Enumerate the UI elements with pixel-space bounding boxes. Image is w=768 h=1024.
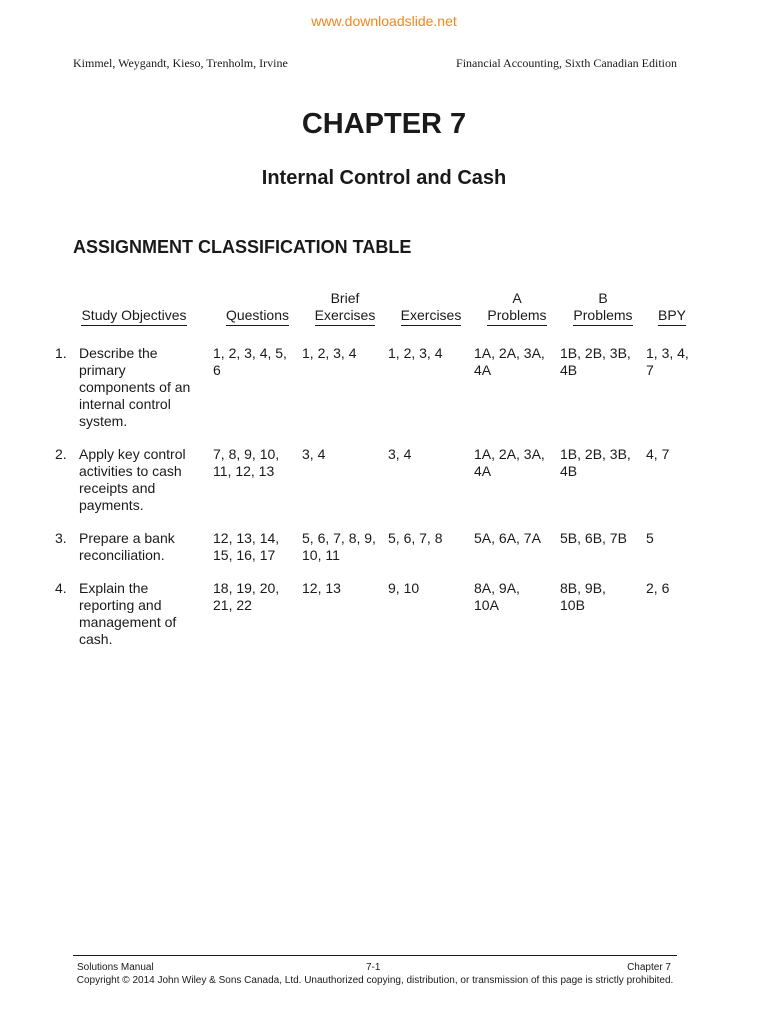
cell-a-problems: 5A, 6A, 7A [474,530,541,546]
cell-questions: 18, 19, 20, 21, 22 [213,580,280,613]
footer-copyright: Copyright © 2014 John Wiley & Sons Canada, Ltd. Unauthorized copying, distribution, or transmission of this page is strictly prohibited. [76,975,674,986]
column-header-line1 [646,290,698,307]
cell-exercises: 1, 2, 3, 4 [388,345,443,361]
cell-bpy: 2, 6 [646,580,670,596]
cell-exercises: 3, 4 [388,446,412,462]
cell-b-problems: 8B, 9B, 10B [560,580,606,613]
column-header-study-objectives [55,290,213,327]
objective-text: Describe the primary components of an internal control system. [79,345,191,429]
cell-brief-exercises: 1, 2, 3, 4 [302,345,357,361]
column-header-line1: A [512,290,522,306]
column-header-exercises [388,290,474,327]
objective-number: 4. [55,580,67,596]
objective-text: Explain the reporting and management of cash. [79,580,177,647]
column-header-questions [213,290,302,327]
cell-brief-exercises: 3, 4 [302,446,326,462]
column-header-line1: B [598,290,608,306]
column-header-line1 [55,290,213,307]
cell-b-problems: 1B, 2B, 3B, 4B [560,446,631,479]
cell-a-problems: 1A, 2A, 3A, 4A [474,446,545,479]
cell-b-problems: 1B, 2B, 3B, 4B [560,345,631,378]
cell-exercises: 5, 6, 7, 8 [388,530,443,546]
objective-number: 1. [55,345,67,361]
objective-number: 2. [55,446,67,462]
assignment-classification-table [55,290,698,648]
column-header-line2: Problems [573,307,632,326]
objective-number: 3. [55,530,67,546]
cell-bpy: 5 [646,530,654,546]
cell-questions: 7, 8, 9, 10, 11, 12, 13 [213,446,280,479]
header-book-title: Financial Accounting, Sixth Canadian Edition [456,56,677,70]
cell-objective [55,327,213,430]
column-header-line2: Questions [226,307,289,326]
column-header-line2: Problems [487,307,546,326]
objective-text: Apply key control activities to cash receipts and payments. [79,446,186,513]
cell-objective [55,564,213,648]
cell-bpy: 4, 7 [646,446,670,462]
column-header-line2: BPY [658,307,686,326]
cell-brief-exercises: 5, 6, 7, 8, 9, 10, 11 [302,530,376,563]
table-row [55,430,698,514]
table-row [55,327,698,430]
column-header-bpy [646,290,698,327]
column-header-line1: Brief [330,290,360,306]
cell-a-problems: 8A, 9A, 10A [474,580,520,613]
header-authors: Kimmel, Weygandt, Kieso, Trenholm, Irvine [73,56,288,70]
cell-exercises: 9, 10 [388,580,420,596]
cell-objective [55,430,213,514]
table-row [55,564,698,648]
cell-a-problems: 1A, 2A, 3A, 4A [474,345,545,378]
column-header-line1 [388,290,474,307]
watermark-link[interactable]: www.downloadslide.net [311,13,457,29]
cell-questions: 1, 2, 3, 4, 5, 6 [213,345,287,378]
column-header-b-problems [560,290,646,327]
chapter-title: CHAPTER 7 [301,108,467,140]
cell-bpy: 1, 3, 4, 7 [646,345,689,378]
table-header-row [55,290,698,327]
column-header-line2: Exercises [401,307,462,326]
cell-questions: 12, 13, 14, 15, 16, 17 [213,530,280,563]
column-header-line2: Study Objectives [81,307,186,326]
cell-brief-exercises: 12, 13 [302,580,341,596]
section-title: ASSIGNMENT CLASSIFICATION TABLE [73,237,412,257]
column-header-line1 [213,290,302,307]
chapter-subtitle: Internal Control and Cash [261,167,507,189]
column-header-brief-exercises [302,290,388,327]
footer-chapter-label: Chapter 7 [627,962,671,973]
column-header-a-problems [474,290,560,327]
objective-text: Prepare a bank reconciliation. [79,530,175,563]
cell-objective [55,514,213,564]
footer-manual-label: Solutions Manual [77,962,154,973]
cell-b-problems: 5B, 6B, 7B [560,530,627,546]
footer-rule [73,955,677,956]
table-row [55,514,698,564]
column-header-line2: Exercises [315,307,376,326]
footer-page-number: 7-1 [366,962,381,973]
